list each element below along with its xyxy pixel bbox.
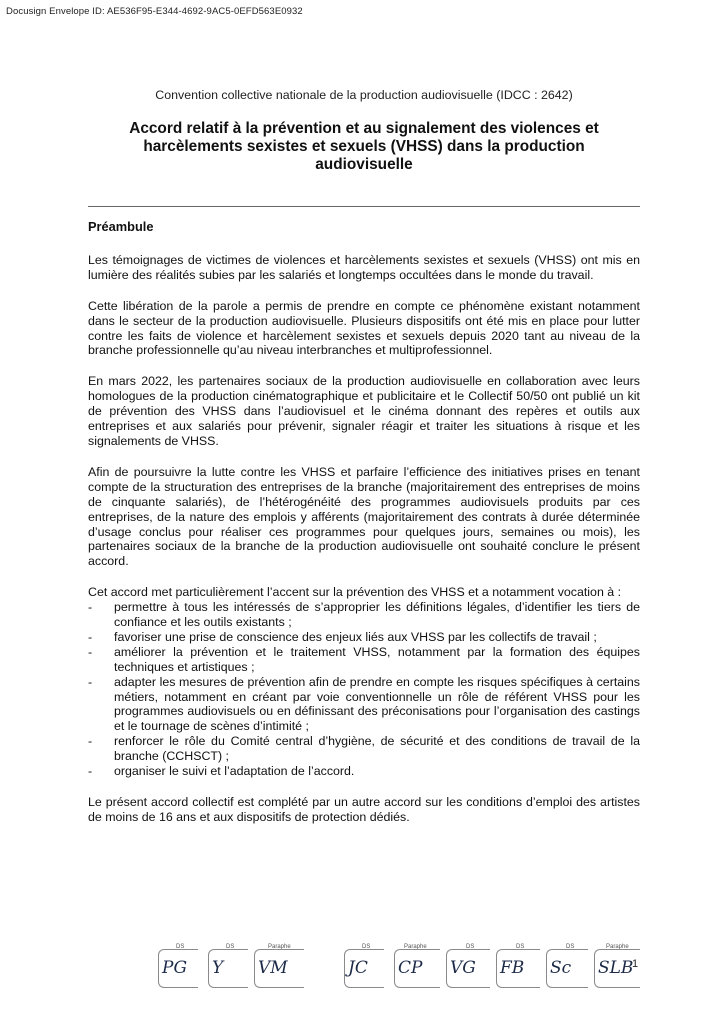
list-item xyxy=(88,645,640,675)
bullet-dash: - xyxy=(88,600,93,615)
signature-block xyxy=(158,944,198,988)
page-number: 1 xyxy=(632,958,639,970)
signature-tag: DS xyxy=(516,944,525,950)
section-title-preambule: Préambule xyxy=(88,219,154,234)
list-item-text: organiser le suivi et l’adaptation de l’accord. xyxy=(114,764,355,779)
closing-paragraph: Le présent accord collectif est complété par un autre accord sur les conditions d’emploi des artistes de moins de 16 ans et aux dispositifs de protection dédiés. xyxy=(88,795,640,824)
signature-initials: FB xyxy=(500,958,525,978)
signature-block xyxy=(394,944,440,988)
signature-tag: DS xyxy=(226,944,235,950)
signature-initials-row xyxy=(158,944,638,992)
document-header xyxy=(88,88,640,174)
list-item xyxy=(88,734,640,764)
list-item-text: renforcer le rôle du Comité central d’hygiène, de sécurité et des conditions de travail de la branche (CCHSCT) ; xyxy=(114,734,640,764)
list-item xyxy=(88,675,640,735)
signature-initials: Sc xyxy=(550,958,572,978)
signature-tag: Paraphe xyxy=(268,944,291,950)
list-item xyxy=(88,600,640,630)
signature-tag: DS xyxy=(466,944,475,950)
signature-block xyxy=(254,944,304,988)
list-intro: Cet accord met particulièrement l’accent sur la prévention des VHSS et a notamment vocation à : xyxy=(88,585,622,600)
docusign-envelope-id: Docusign Envelope ID: AE536F95-E344-4692-9AC5-0EFD563E0932 xyxy=(6,6,303,17)
bullet-dash: - xyxy=(88,644,93,659)
signature-block xyxy=(208,944,248,988)
bullet-dash: - xyxy=(88,734,93,749)
signature-block xyxy=(496,944,540,988)
paragraph-1: Les témoignages de victimes de violences et harcèlements sexistes et sexuels (VHSS) ont mis en lumière des réalités subies par les salariés et longtemps occultées dans le monde du travail. xyxy=(88,252,640,282)
list-item xyxy=(88,764,640,779)
document-body xyxy=(88,220,640,825)
list-item-text: permettre à tous les intéressés de s’approprier les définitions légales, d’identifier les tiers de confiance et les outils existants ; xyxy=(114,600,640,630)
convention-title: Convention collective nationale de la production audiovisuelle (IDCC : 2642) xyxy=(155,88,573,102)
paragraph-3: En mars 2022, les partenaires sociaux de la production audiovisuelle en collaboration avec leurs homologues de la production cinématographique et publicitaire et le Collectif 50/50 ont publié un kit de prévention des VHSS dans l’audiovisuel et le cinéma donnant des repères et outils aux entreprises et aux salariés pour prévenir, signaler réagir et traiter les situations à risque et les signalements de VHSS. xyxy=(88,374,640,448)
objectives-list xyxy=(88,600,640,779)
signature-initials: VM xyxy=(258,958,288,978)
signature-tag: DS xyxy=(566,944,575,950)
signature-initials: SLB xyxy=(598,958,634,978)
signature-tag: Paraphe xyxy=(404,944,427,950)
header-divider xyxy=(88,206,640,207)
list-item xyxy=(88,630,640,645)
signature-tag: DS xyxy=(176,944,185,950)
bullet-dash: - xyxy=(88,674,93,689)
signature-initials: VG xyxy=(450,958,476,978)
signature-tag: DS xyxy=(362,944,371,950)
signature-initials: Y xyxy=(212,958,224,978)
list-item-text: améliorer la prévention et le traitement VHSS, notamment par la formation des équipes techniques et artistiques ; xyxy=(114,644,640,674)
signature-initials: PG xyxy=(162,958,188,978)
list-item-text: favoriser une prise de conscience des enjeux liés aux VHSS par les collectifs de travail ; xyxy=(114,629,597,644)
signature-tag: Paraphe xyxy=(606,944,629,950)
signature-initials: JC xyxy=(348,958,368,978)
paragraph-4: Afin de poursuivre la lutte contre les VHSS et parfaire l’efficience des initiatives prises en tenant compte de la structuration des entreprises de la branche (majoritairement des entreprises de moins de cinquante salariés), de l’hétérogénéité des programmes audiovisuels produits par ces entreprises, de la nature des emplois y afférents (majoritairement des contrats à durée déterminée d’usage conclus pour réaliser ces programmes pour quelques jours, semaines ou mois), les partenaires sociaux de la branche de la production audiovisuelle ont souhaité conclure le présent accord. xyxy=(88,464,640,569)
bullet-dash: - xyxy=(88,629,93,644)
signature-block xyxy=(344,944,384,988)
signature-initials: CP xyxy=(398,958,423,978)
agreement-title: Accord relatif à la prévention et au signalement des violences et harcèlements sexistes et sexuels (VHSS) dans la production audiovisuelle xyxy=(129,120,599,173)
signature-block xyxy=(446,944,490,988)
paragraph-2: Cette libération de la parole a permis de prendre en compte ce phénomène existant notamment dans le secteur de la production audiovisuelle. Plusieurs dispositifs ont été mis en place pour lutter contre les faits de violence et harcèlement sexistes et sexuels depuis 2020 tant au niveau de la branche professionnelle qu’au niveau interbranches et multiprofessionnel. xyxy=(88,298,640,358)
list-item-text: adapter les mesures de prévention afin de prendre en compte les risques spécifiques à certains métiers, notamment en créant par voie conventionnelle un rôle de référent VHSS pour les programmes audiovisuels ou en définissant des préconisations pour l’organisation des castings et le tournage de scènes d’intimité ; xyxy=(114,674,640,734)
bullet-dash: - xyxy=(88,764,93,779)
signature-block xyxy=(546,944,588,988)
